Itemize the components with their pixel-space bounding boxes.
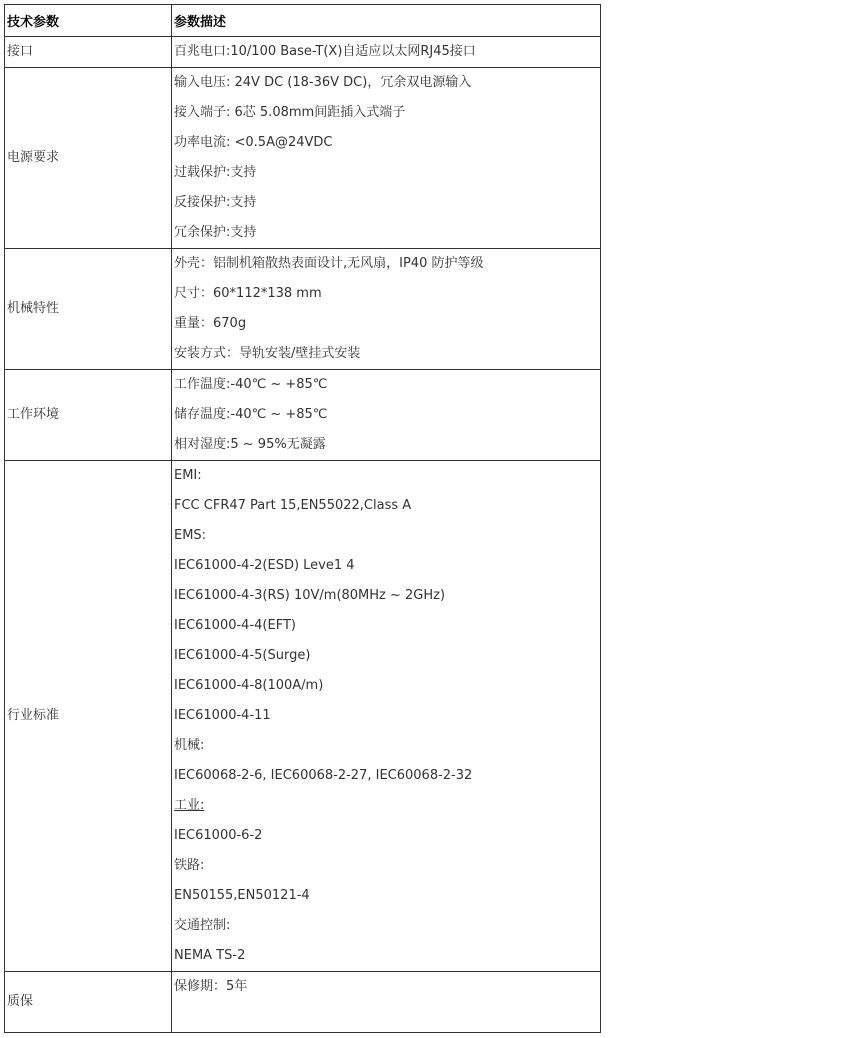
desc-line: EMS: — [174, 528, 207, 543]
desc-line: 尺寸：60*112*138 mm — [174, 286, 322, 301]
row-name: 电源要求 — [5, 68, 172, 249]
row-name: 工作环境 — [5, 370, 172, 461]
row-name: 质保 — [5, 972, 172, 1033]
desc-line: IEC61000-6-2 — [174, 828, 263, 843]
desc-line: 接入端子: 6芯 5.08mm间距插入式端子 — [174, 105, 406, 120]
desc-line: 交通控制: — [174, 918, 231, 933]
desc-line — [174, 791, 598, 821]
row-interface — [5, 37, 601, 68]
row-mechanical — [5, 249, 601, 370]
desc-line: 输入电压: 24V DC (18-36V DC)，冗余双电源输入 — [174, 75, 472, 90]
desc-line: 相对湿度:5 ~ 95%无凝露 — [174, 437, 326, 452]
desc-line: NEMA TS-2 — [174, 948, 246, 963]
row-name: 接口 — [5, 37, 172, 68]
desc-line: 储存温度:-40℃ ~ +85℃ — [174, 407, 328, 422]
desc-line: 安装方式：导轨安装/壁挂式安装 — [174, 346, 361, 361]
desc-line: 铁路: — [174, 858, 205, 873]
desc-line: EMI: — [174, 468, 202, 483]
desc-line-underlined: 工业: — [174, 798, 205, 813]
desc-line: 冗余保护:支持 — [174, 225, 257, 240]
desc-line: 过载保护:支持 — [174, 165, 257, 180]
desc-line: 重量：670g — [174, 316, 247, 331]
row-desc — [172, 972, 601, 1033]
row-desc — [172, 37, 601, 68]
desc-line: 工作温度:-40℃ ~ +85℃ — [174, 377, 328, 392]
desc-line: 反接保护:支持 — [174, 195, 257, 210]
row-desc — [172, 370, 601, 461]
desc-line: EN50155,EN50121-4 — [174, 888, 310, 903]
desc-line: 机械: — [174, 738, 205, 753]
header-param: 技术参数 — [5, 5, 172, 37]
desc-line: IEC61000-4-4(EFT) — [174, 618, 296, 633]
desc-line: IEC61000-4-8(100A/m) — [174, 678, 324, 693]
desc-line: FCC CFR47 Part 15,EN55022,Class A — [174, 498, 412, 513]
desc-line: IEC61000-4-3(RS) 10V/m(80MHz ~ 2GHz) — [174, 588, 446, 603]
desc-line: 外壳：铝制机箱散热表面设计,无风扇，IP40 防护等级 — [174, 256, 484, 271]
row-name: 机械特性 — [5, 249, 172, 370]
row-desc — [172, 249, 601, 370]
row-desc — [172, 461, 601, 972]
row-name: 行业标准 — [5, 461, 172, 972]
desc-line: IEC61000-4-11 — [174, 708, 271, 723]
row-desc — [172, 68, 601, 249]
desc-line: IEC61000-4-5(Surge) — [174, 648, 311, 663]
desc-line: 百兆电口:10/100 Base-T(X)自适应以太网RJ45接口 — [174, 44, 476, 59]
header-desc: 参数描述 — [172, 5, 601, 37]
desc-line: IEC60068-2-6, IEC60068-2-27, IEC60068-2-32 — [174, 768, 473, 783]
spec-table — [4, 4, 601, 1033]
table-header-row — [5, 5, 601, 37]
row-power — [5, 68, 601, 249]
desc-line: 功率电流: <0.5A@24VDC — [174, 135, 333, 150]
row-warranty — [5, 972, 601, 1033]
row-standards — [5, 461, 601, 972]
desc-line: 保修期：5年 — [174, 979, 248, 994]
row-environment — [5, 370, 601, 461]
desc-line: IEC61000-4-2(ESD) Leve1 4 — [174, 558, 355, 573]
